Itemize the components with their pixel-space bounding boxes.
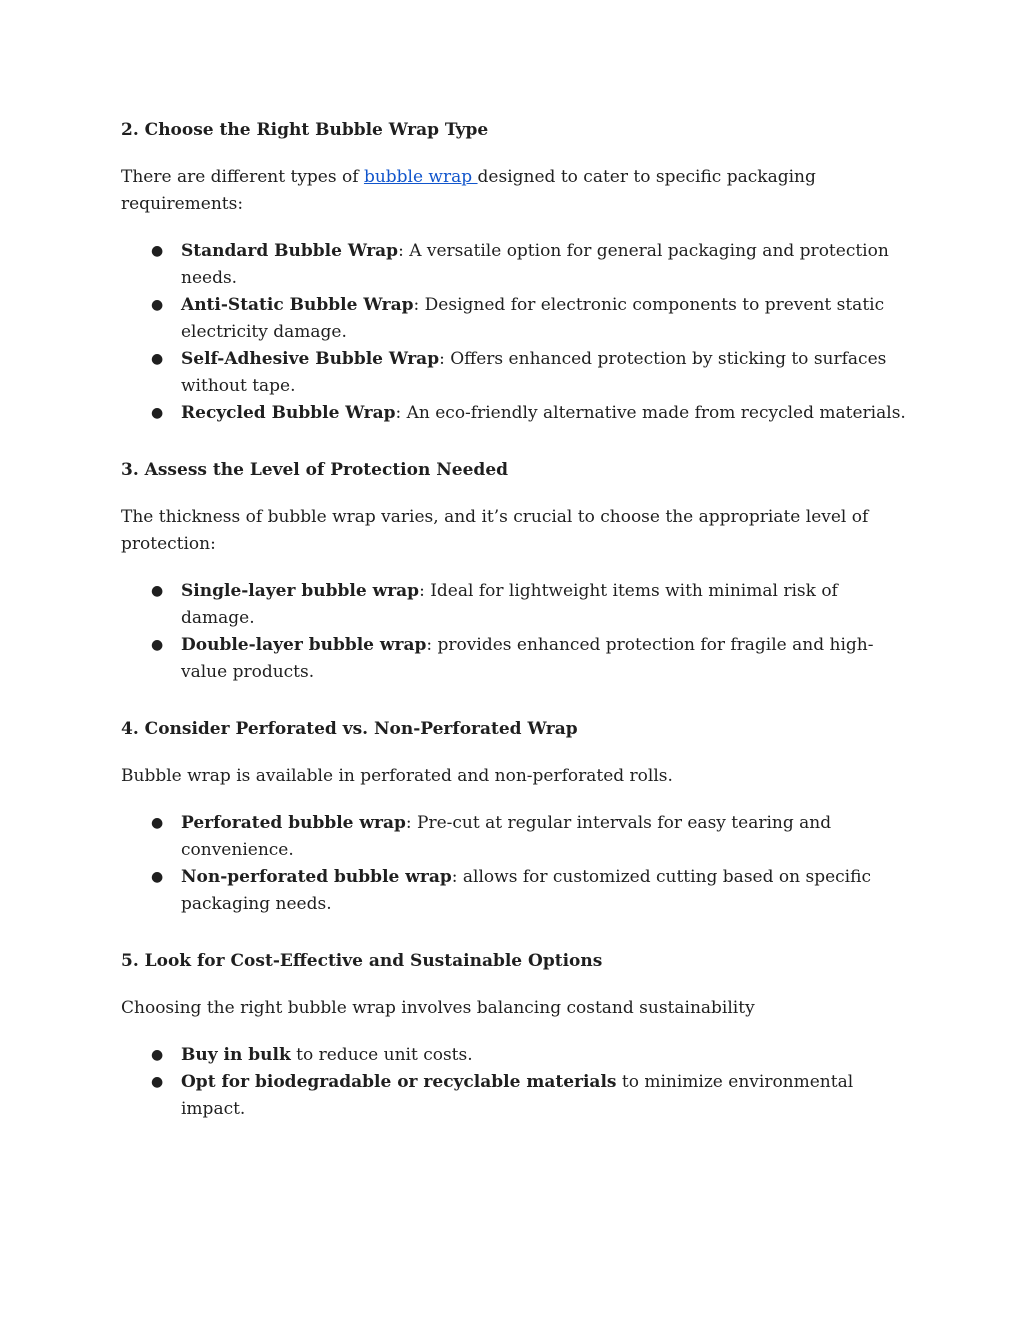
section-heading-bubble-wrap-type: 2. Choose the Right Bubble Wrap Type <box>121 120 489 140</box>
list-item: ● Non-perforated bubble wrap: allows for customized cutting based on specific packaging needs. <box>121 864 911 918</box>
bullet-icon: ● <box>151 1047 164 1063</box>
bullet-icon: ● <box>151 815 164 831</box>
section-heading-protection-level: 3. Assess the Level of Protection Needed <box>121 460 509 480</box>
list-item: ● Buy in bulk to reduce unit costs. <box>121 1042 911 1069</box>
section-intro-protection-level: The thickness of bubble wrap varies, and it’s crucial to choose the appropriate level of protection: <box>121 507 869 554</box>
bullet-icon: ● <box>151 1074 164 1090</box>
bullet-icon: ● <box>151 405 164 421</box>
list-item: ● Self-Adhesive Bubble Wrap: Offers enhanced protection by sticking to surfaces without tape. <box>121 346 911 400</box>
section-intro-perforated: Bubble wrap is available in perforated and non-perforated rolls. <box>121 766 673 786</box>
section-heading-perforated: 4. Consider Perforated vs. Non-Perforated Wrap <box>121 719 578 739</box>
list-item: ● Perforated bubble wrap: Pre-cut at regular intervals for easy tearing and convenience. <box>121 810 911 864</box>
section-intro-cost-sustainable: Choosing the right bubble wrap involves balancing costand sustainability <box>121 998 755 1018</box>
bubble-wrap-link[interactable]: bubble wrap <box>363 167 478 187</box>
bullet-icon: ● <box>151 297 164 313</box>
cost-sustainable-list <box>121 1042 911 1123</box>
bubble-wrap-types-list <box>121 238 911 427</box>
perforation-list <box>121 810 911 918</box>
bullet-icon: ● <box>151 869 164 885</box>
bullet-icon: ● <box>151 243 164 259</box>
list-item: ● Standard Bubble Wrap: A versatile option for general packaging and protection needs. <box>121 238 911 292</box>
list-item: ● Opt for biodegradable or recyclable materials to minimize environmental impact. <box>121 1069 911 1123</box>
list-item: ● Single-layer bubble wrap: Ideal for lightweight items with minimal risk of damage. <box>121 578 911 632</box>
list-item: ● Double-layer bubble wrap: provides enhanced protection for fragile and high-value products. <box>121 632 911 686</box>
bullet-icon: ● <box>151 637 164 653</box>
bullet-icon: ● <box>151 351 164 367</box>
section-intro-bubble-wrap-type: There are different types of bubble wrap designed to cater to specific packaging requirements: <box>121 167 816 214</box>
document-page <box>121 117 911 1123</box>
protection-level-list <box>121 578 911 686</box>
section-heading-cost-sustainable: 5. Look for Cost-Effective and Sustainable Options <box>121 951 603 971</box>
bullet-icon: ● <box>151 583 164 599</box>
list-item: ● Recycled Bubble Wrap: An eco-friendly alternative made from recycled materials. <box>121 400 911 427</box>
list-item: ● Anti-Static Bubble Wrap: Designed for electronic components to prevent static electricity damage. <box>121 292 911 346</box>
